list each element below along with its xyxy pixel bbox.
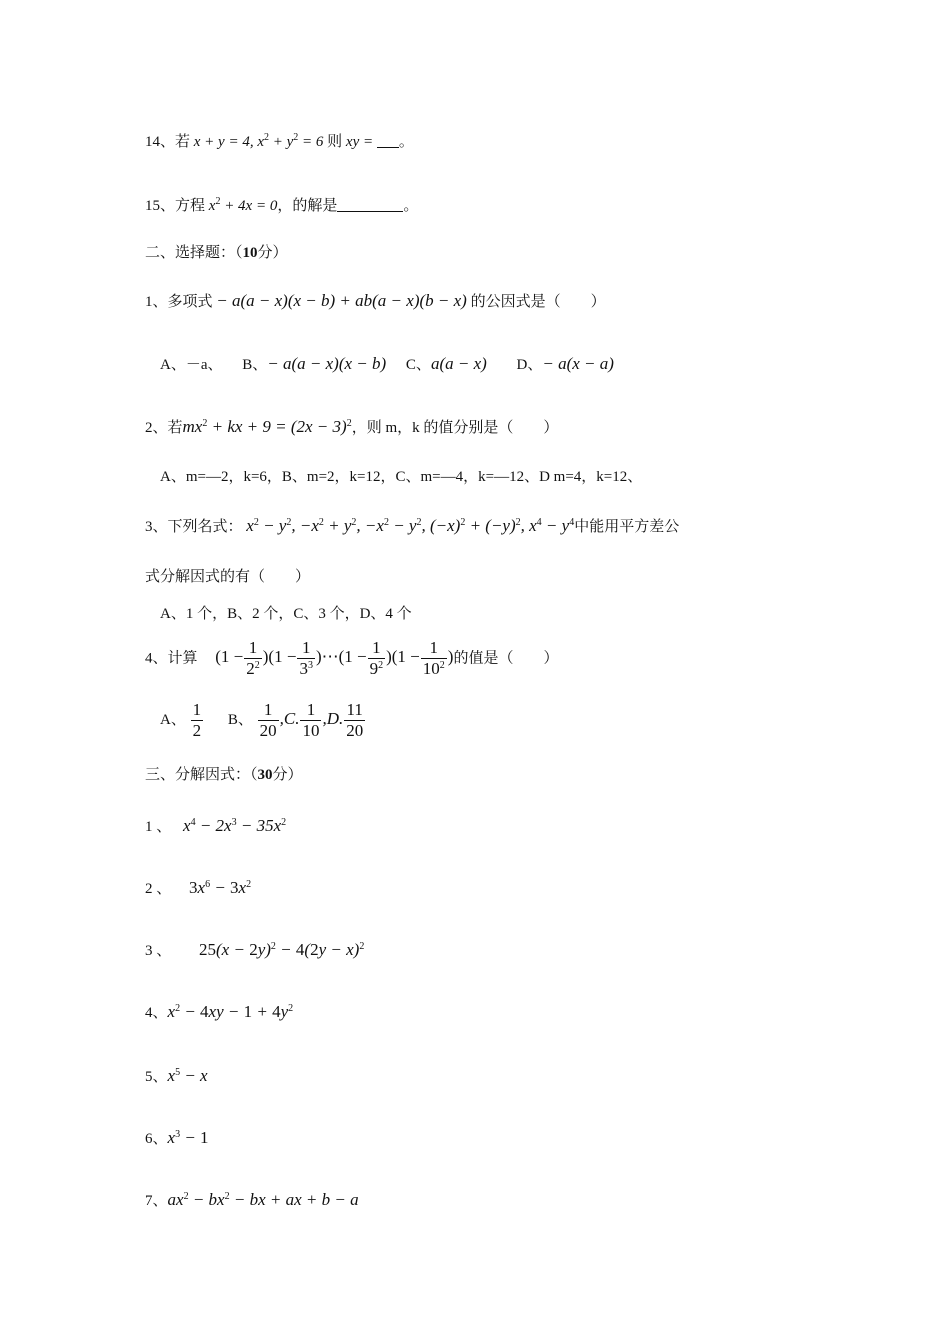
question-14 [145,130,414,154]
q15-equation: $x^2 + 4x = 0$ [208,196,278,214]
mc1-option-b-expr: − a(a − x)(x − b) [267,354,387,373]
q15-number: 15、方程 [145,198,206,214]
mc4-option-c-value: $\frac{1}{10}$ [302,700,320,740]
mc3-prompt: 中能用平方差公 [574,519,680,535]
mc4-option-a-label[interactable]: A、 [160,711,186,728]
mc3-options: A、1 个，B、2 个，C、3 个，D、4 个 [160,606,412,622]
mc4-option-b-label[interactable]: B、 [227,711,253,728]
factor-item-6-expr: $x^3 - 1$ [167,1128,209,1147]
factor-item-5-expr: $x^5 - x$ [167,1066,208,1085]
mc1-prompt: 的公因式是（ ） [470,294,606,310]
section-2-prefix: 二、选择题：（ [145,245,243,261]
mc1-number: 1、多项式 [145,294,213,310]
factor-item-6 [145,1126,209,1151]
factor-item-4-expr: $x^2 - 4xy - 1 + 4y^2$ [167,1002,294,1021]
mc4-prompt: 的值是（ ） [453,650,559,667]
mc1-option-c-expr: a(a − x) [430,354,487,373]
factor-item-4 [145,1000,293,1025]
q15-mid: ，的解是 [277,198,338,214]
q14-expression: x + y = 4, $x^2 + y^2 = 6$ [193,132,324,150]
mc1-option-c-label[interactable]: C、 [405,357,431,373]
section-2-heading [145,241,288,265]
factor-item-5-number: 5、 [145,1069,168,1085]
factor-item-4-number: 4、 [145,1005,168,1021]
factor-item-1-expr: $x^4 - 2x^3 - 35x^2$ [183,816,287,835]
q15-answer-blank[interactable] [337,211,403,212]
factor-item-1 [145,814,286,839]
mc3-number: 3、下列名式： [145,519,243,535]
mc3-expression: $x^2 - y^2$, $-x^2 + y^2$, $-x^2 - y^2$, $(-x)^2 + (-y)^2$, $x^4 - y^4$ [246,516,575,535]
factor-item-2 [145,876,251,901]
factor-item-7-number: 7、 [145,1193,168,1209]
mc4-options [160,700,366,741]
mc1-option-b-label[interactable]: B、 [242,357,268,373]
q14-end: 。 [398,134,414,150]
question-15 [145,194,418,218]
factor-item-3-expr: $25(x - 2y)^2 - 4(2y - x)^2$ [199,940,365,959]
mc4-option-b-value: $\frac{1}{20}$ [259,700,277,740]
q14-number: 14、若 [145,134,191,150]
mc4-product-expression: (1 − $\frac{1}{2^2}$ )(1 − $\frac{1}{3^3}$ )⋯(1 − $\frac{1}{9^2}$ )(1 − $\frac{1}{10^2}$ ) [215,638,454,678]
mc4-option-d-label[interactable]: ,D. [322,708,344,728]
factor-item-6-number: 6、 [145,1131,168,1147]
mc-question-4 [145,638,558,679]
mc1-expression: − a(a − x)(x − b) + ab(a − x)(b − x) [216,291,467,310]
factor-item-2-number: 2 、 [145,881,172,897]
factor-item-1-number: 1 、 [145,819,172,835]
mc-question-3 [145,514,679,539]
section-2-points: 10 [242,245,258,261]
q14-mid: 则 [327,134,343,150]
factor-item-7 [145,1188,359,1213]
mc-question-1 [145,289,606,314]
mc2-number: 2、若 [145,420,183,436]
mc2-expression: $mx^2$ + kx + $9 = (2x - 3)^2$ [182,417,352,436]
factor-item-3-number: 3 、 [145,943,172,959]
factor-item-3 [145,938,364,963]
mc2-options: A、m=—2，k=6，B、m=2，k=12，C、m=—4，k=—12、D m=4，k=12、 [160,469,643,485]
mc1-option-d-expr: − a(x − a) [542,354,614,373]
section-3-prefix: 三、分解因式：（ [145,767,258,783]
section-2-suffix: 分） [257,245,288,261]
mc1-option-d-label[interactable]: D、 [516,357,543,373]
factor-item-5 [145,1064,208,1089]
mc2-prompt: ，则 m，k 的值分别是（ ） [351,420,559,436]
q14-unknown: xy = [345,134,377,150]
mc4-option-d-value: $\frac{11}{20}$ [346,700,364,740]
mc1-options [160,352,614,377]
section-3-heading [145,763,303,787]
factor-item-7-expr: $ax^2 - bx^2$ − bx + ax + b − a [167,1190,359,1209]
section-3-suffix: 分） [272,767,303,783]
mc4-number: 4、计算 [145,650,198,667]
q14-answer-blank[interactable] [377,147,399,148]
mc4-option-a-value: $\frac{1}{2}$ [192,700,202,740]
mc-question-2 [145,415,558,440]
factor-item-2-expr: $3x^6 - 3x^2$ [189,878,252,897]
q15-end: 。 [403,198,419,214]
mc1-option-a[interactable]: A、－a、 [160,357,223,373]
mc4-option-c-label[interactable]: ,C. [279,708,300,728]
section-3-points: 30 [257,767,273,783]
mc3-continuation: 式分解因式的有（ ） [145,569,311,585]
